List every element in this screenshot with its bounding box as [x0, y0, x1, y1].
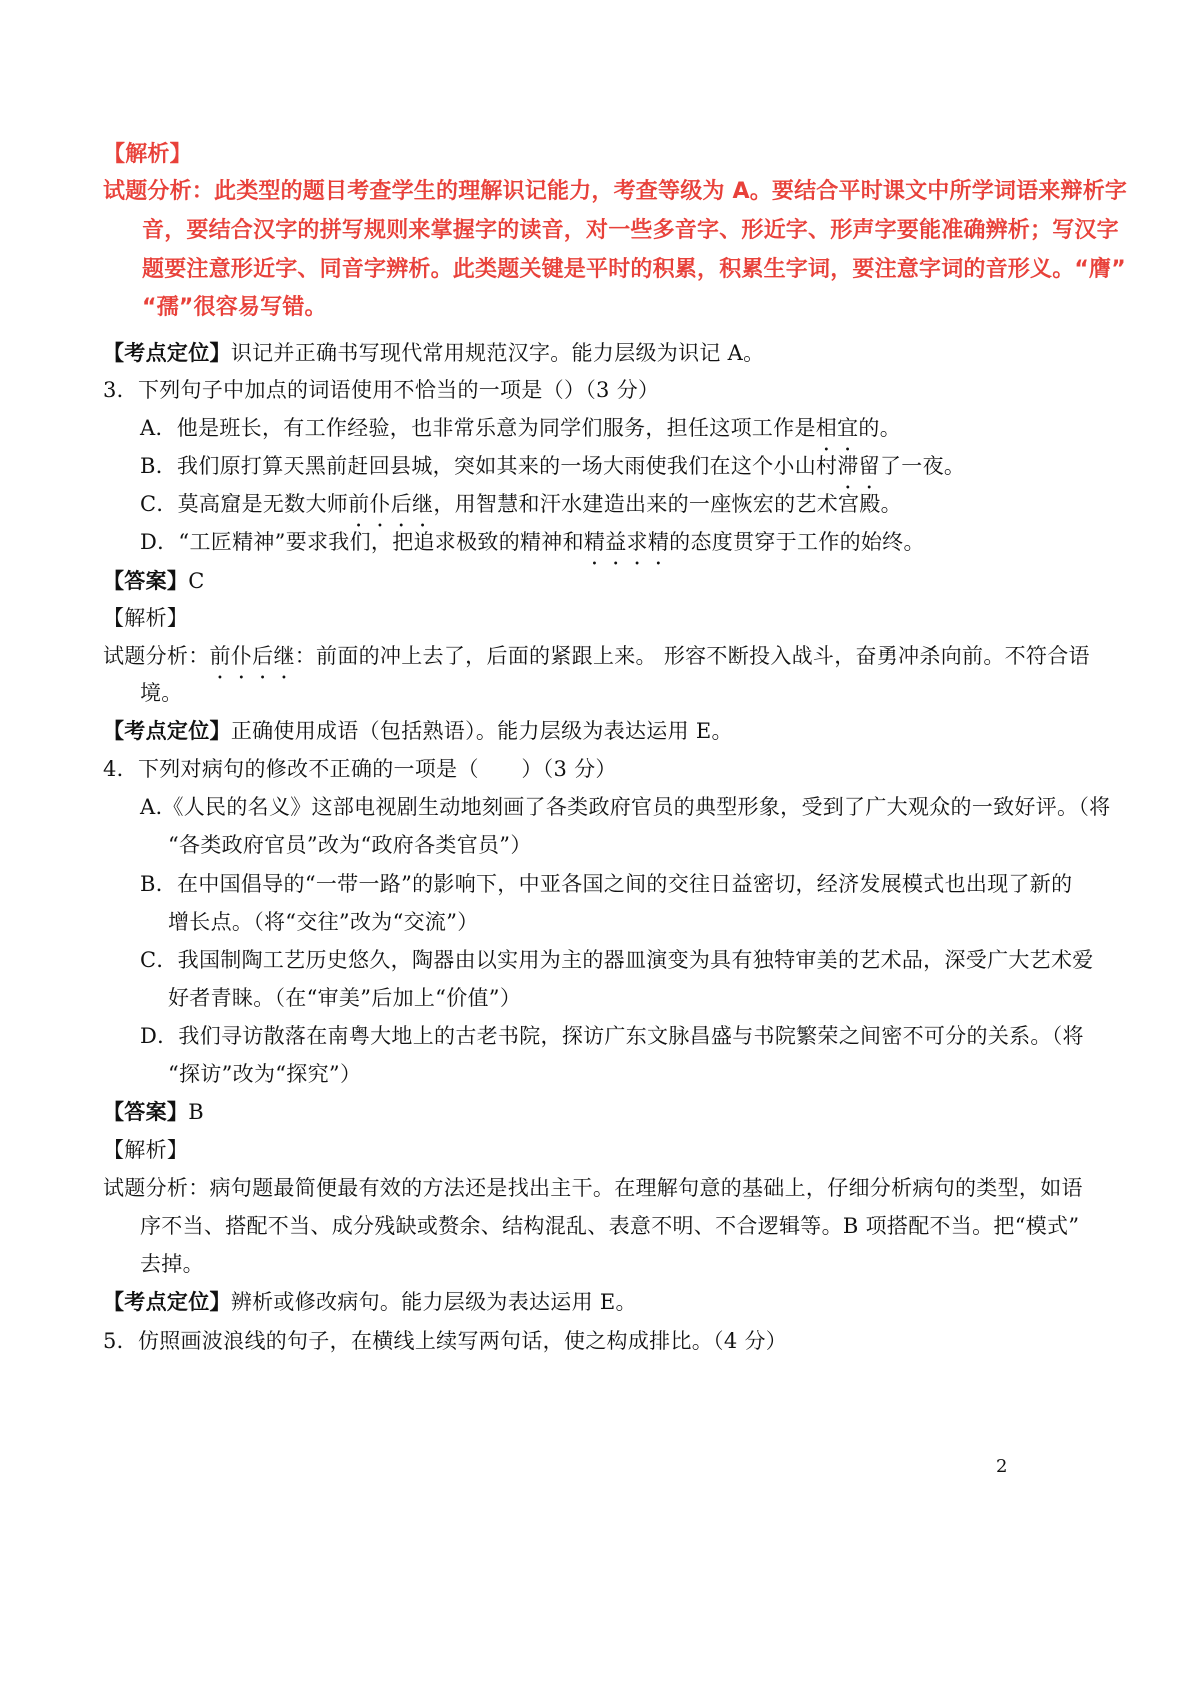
emphasis-char: 相: [815, 416, 838, 440]
answer-value: B: [188, 1100, 204, 1124]
emphasis-char: 精: [583, 530, 606, 554]
q3-a-dotted: [816, 416, 859, 440]
q3-option-b: [140, 451, 965, 481]
q4-kaodian: [103, 1287, 637, 1317]
q3-kaodian: [103, 716, 733, 746]
q3-b-post: 了一夜。: [879, 454, 966, 478]
answer-label: 【答案】: [103, 1099, 189, 1124]
q3-d-text: D．“工匠精神”要求我们，把追求极致的精神和: [140, 530, 584, 554]
emphasis-char: 益: [605, 530, 627, 554]
q4-analysis-line-3: 去掉。: [140, 1252, 204, 1276]
q4-option-d-line-2: “探访”改为“探究”）: [168, 1062, 362, 1086]
q4-option-b-line-2: 增长点。（将“交往”改为“交流”）: [168, 910, 479, 934]
q4-option-a-line-2: “各类政府官员”改为“政府各类官员”）: [168, 833, 532, 857]
emphasis-char: 前: [209, 644, 231, 668]
q4-option-a-line-1: A.《人民的名义》这部电视剧生动地刻画了各类政府官员的典型形象，受到了广大观众的一致好评。（将: [140, 795, 1111, 819]
analysis-line-2: 音，要结合汉字的拼写规则来掌握字的读音，对一些多音字、形近字、形声字要能准确辨析；写汉字: [142, 218, 1119, 243]
kaodian-text: 识记并正确书写现代常用规范汉字。能力层级为识记 A。: [230, 341, 765, 365]
q4-analysis-line-2: 序不当、搭配不当、成分残缺或赘余、结构混乱、表意不明、不合逻辑等。B 项搭配不当。把“模式”: [140, 1214, 1080, 1238]
kaodian-label: 【考点定位】: [103, 340, 231, 365]
q4-option-c-line-2: 好者青睐。（在“审美”后加上“价值”）: [168, 986, 522, 1010]
q4-option-c-line-1: C．我国制陶工艺历史悠久，陶器由以实用为主的器皿演变为具有独特审美的艺术品，深受广大艺术爱: [140, 948, 1094, 972]
emphasis-char: 仆: [369, 492, 391, 516]
q4-answer: [103, 1097, 204, 1127]
emphasis-char: 滞: [837, 454, 859, 478]
answer-value: C: [188, 569, 205, 593]
emphasis-char: 求: [626, 530, 648, 554]
page-number: 2: [996, 1456, 1008, 1477]
analysis-line-4: “孺”很容易写错。: [142, 295, 327, 320]
q3-analysis-pre: 试题分析：: [103, 644, 210, 668]
q3-d-dotted: [584, 530, 669, 554]
kaodian-label: 【考点定位】: [103, 718, 231, 743]
q3-option-c: [140, 489, 902, 519]
answer-label: 【答案】: [103, 568, 189, 593]
q3-a-post: 的。: [858, 416, 901, 440]
analysis-heading-red: 【解析】: [103, 142, 192, 167]
q3-a-text: A．他是班长，有工作经验，也非常乐意为同学们服务，担任这项工作是: [140, 416, 816, 440]
q3-b-text: B．我们原打算天黑前赶回县城，突如其来的一场大雨使我们在这个小山村: [140, 454, 838, 478]
question-4-stem: 4．下列对病句的修改不正确的一项是（ ）（3 分）: [103, 757, 617, 781]
q4-analysis-heading: 【解析】: [103, 1138, 189, 1162]
q3-c-post: ，用智慧和汗水建造出来的一座恢宏的艺术宫殿。: [433, 492, 902, 516]
emphasis-char: 继: [412, 492, 434, 516]
emphasis-char: 后: [390, 492, 413, 516]
emphasis-char: 留: [858, 454, 880, 478]
q3-analysis-post: ：前面的冲上去了，后面的紧跟上来。 形容不断投入战斗，奋勇冲杀向前。不符合语: [294, 644, 1090, 668]
question-5-stem: 5．仿照画波浪线的句子，在横线上续写两句话，使之构成排比。（4 分）: [103, 1329, 788, 1353]
q3-analysis-line-2: 境。: [140, 681, 183, 705]
emphasis-char: 继: [273, 644, 295, 668]
q3-d-post: 的态度贯穿于工作的始终。: [669, 530, 925, 554]
q3-c-text: C．莫高窟是无数大师: [140, 492, 349, 516]
q3-analysis-dotted: [210, 644, 295, 668]
q4-option-d-line-1: D．我们寻访散落在南粤大地上的古老书院，探访广东文脉昌盛与书院繁荣之间密不可分的关系。（将: [140, 1024, 1084, 1048]
kaodian-text: 正确使用成语（包括熟语）。能力层级为表达运用 E。: [230, 719, 733, 743]
q3-analysis-line-1: [103, 641, 1090, 671]
q3-option-a: [140, 413, 901, 443]
analysis-line-3: 题要注意形近字、同音字辨析。此类题关键是平时的积累，积累生字词，要注意字词的音形义。“膺”: [142, 257, 1126, 282]
q3-analysis-heading: 【解析】: [103, 606, 189, 630]
kaodian-text: 辨析或修改病句。能力层级为表达运用 E。: [230, 1290, 637, 1314]
q4-option-b-line-1: B．在中国倡导的“一带一路”的影响下，中亚各国之间的交往日益密切，经济发展模式也出现了新的: [140, 872, 1073, 896]
q3-c-dotted: [348, 492, 433, 516]
kaodian-label: 【考点定位】: [103, 1289, 231, 1314]
emphasis-char: 仆: [230, 644, 253, 668]
emphasis-char: 宜: [837, 416, 859, 440]
q3-option-d: [140, 527, 925, 557]
q3-answer: [103, 566, 205, 596]
question-3-stem: 3．下列句子中加点的词语使用不恰当的一项是（）（3 分）: [103, 378, 660, 402]
analysis-line-1: 试题分析：此类型的题目考查学生的理解识记能力，考查等级为 A。要结合平时课文中所学词语来辩析字: [103, 179, 1128, 204]
emphasis-char: 前: [348, 492, 370, 516]
q4-analysis-line-1: 试题分析：病句题最简便最有效的方法还是找出主干。在理解句意的基础上，仔细分析病句的类型，如语: [103, 1176, 1083, 1200]
emphasis-char: 后: [252, 644, 274, 668]
q3-b-dotted: [837, 454, 880, 478]
emphasis-char: 精: [647, 530, 670, 554]
kaodian-1: [103, 338, 764, 368]
